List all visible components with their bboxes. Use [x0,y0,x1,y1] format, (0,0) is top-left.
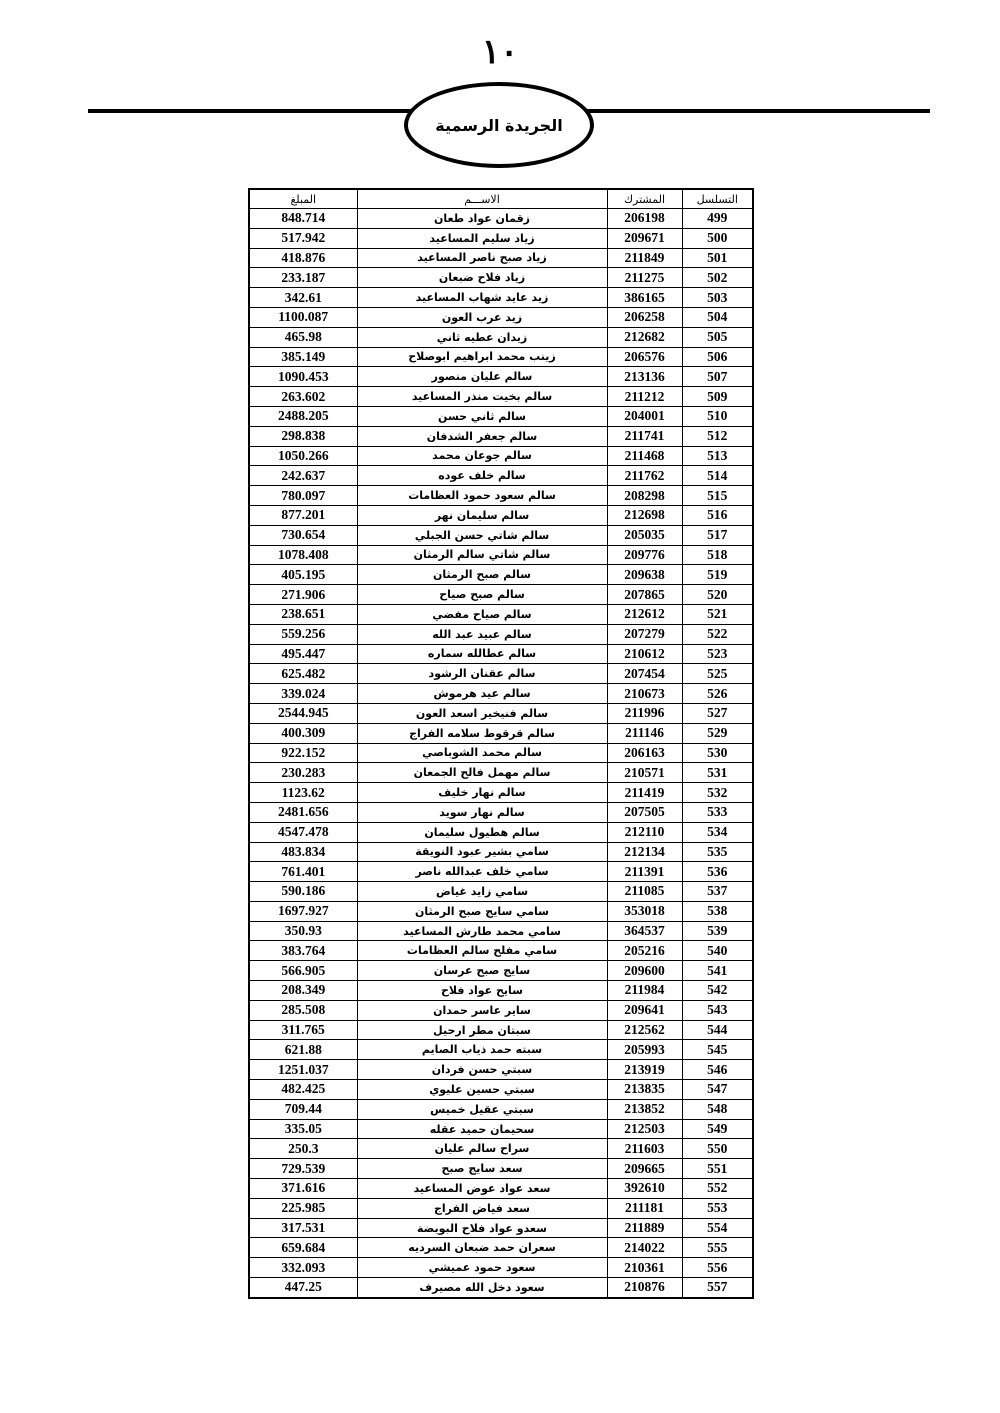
subscriber-cell: 211984 [607,981,682,1001]
amount-cell: 1078.408 [249,545,357,565]
serial-cell: 514 [682,466,753,486]
amount-cell: 729.539 [249,1159,357,1179]
table-row [249,981,753,1001]
serial-cell: 517 [682,525,753,545]
serial-cell: 512 [682,426,753,446]
subscriber-cell: 207505 [607,802,682,822]
serial-cell: 500 [682,228,753,248]
subscriber-cell: 204001 [607,406,682,426]
serial-cell: 553 [682,1198,753,1218]
table-row [249,268,753,288]
serial-cell: 526 [682,684,753,704]
name-cell: سامي سايج صبح الرمثان [357,901,607,921]
table-row [249,446,753,466]
table-row [249,347,753,367]
amount-cell: 780.097 [249,486,357,506]
table-row [249,961,753,981]
serial-cell: 522 [682,624,753,644]
table-row [249,1198,753,1218]
serial-cell: 519 [682,565,753,585]
page-number: ١٠ [481,32,519,72]
amount-cell: 339.024 [249,684,357,704]
amount-cell: 233.187 [249,268,357,288]
name-cell: سالم عليان منصور [357,367,607,387]
table-row [249,1179,753,1199]
name-cell: سالم خلف عوده [357,466,607,486]
table-row [249,1080,753,1100]
amount-cell: 298.838 [249,426,357,446]
serial-cell: 540 [682,941,753,961]
amount-cell: 659.684 [249,1238,357,1258]
subscriber-cell: 210612 [607,644,682,664]
name-cell: سراح سالم عليان [357,1139,607,1159]
subscriber-cell: 211419 [607,783,682,803]
serial-cell: 536 [682,862,753,882]
serial-cell: 556 [682,1258,753,1278]
name-cell: سالم بخيت منذر المساعيد [357,387,607,407]
amount-cell: 1090.453 [249,367,357,387]
name-cell: سعد سايج صبح [357,1159,607,1179]
serial-cell: 544 [682,1020,753,1040]
table-row [249,802,753,822]
subscriber-cell: 209776 [607,545,682,565]
amount-cell: 311.765 [249,1020,357,1040]
name-cell: سعران حمد ضبعان السرديه [357,1238,607,1258]
amount-cell: 242.637 [249,466,357,486]
amount-cell: 621.88 [249,1040,357,1060]
amount-cell: 922.152 [249,743,357,763]
subscriber-cell: 211996 [607,703,682,723]
name-cell: سالم صبح صياح [357,585,607,605]
subscriber-cell: 213919 [607,1060,682,1080]
serial-cell: 545 [682,1040,753,1060]
name-cell: سعد فياض الفراج [357,1198,607,1218]
amount-cell: 225.985 [249,1198,357,1218]
name-cell: سالم مهمل فالح الجمعان [357,763,607,783]
table-row [249,703,753,723]
table-row [249,901,753,921]
table-row [249,327,753,347]
table-row [249,644,753,664]
table-row [249,842,753,862]
name-cell: سالم هطيول سليمان [357,822,607,842]
amount-cell: 517.942 [249,228,357,248]
subscriber-cell: 206258 [607,307,682,327]
table-row [249,505,753,525]
subscriber-cell: 207279 [607,624,682,644]
subscriber-cell: 212562 [607,1020,682,1040]
name-cell: سالم عبيد عبد الله [357,624,607,644]
amount-cell: 385.149 [249,347,357,367]
table-row [249,228,753,248]
amount-cell: 4547.478 [249,822,357,842]
amount-cell: 566.905 [249,961,357,981]
name-cell: سالم سعود حمود العظامات [357,486,607,506]
subscriber-cell: 211603 [607,1139,682,1159]
subscriber-cell: 209638 [607,565,682,585]
table-row [249,525,753,545]
table-row [249,307,753,327]
serial-cell: 506 [682,347,753,367]
table-body [249,209,753,1298]
name-cell: سالم نهار سويد [357,802,607,822]
name-cell: سالم سليمان نهر [357,505,607,525]
subscriber-cell: 211889 [607,1218,682,1238]
name-cell: زياد فلاح ضبعان [357,268,607,288]
name-cell: سالم عيد هرموش [357,684,607,704]
name-cell: سالم فنيخير اسعد العون [357,703,607,723]
name-cell: سحيمان حميد عقله [357,1119,607,1139]
amount-cell: 559.256 [249,624,357,644]
subscriber-cell: 205993 [607,1040,682,1060]
subscriber-cell: 214022 [607,1238,682,1258]
amount-cell: 317.531 [249,1218,357,1238]
name-cell: سعد عواد عوض المساعيد [357,1179,607,1199]
header-subscriber: المشترك [607,189,682,209]
table-row [249,1258,753,1278]
subscriber-cell: 211085 [607,882,682,902]
name-cell: سبتان مطر ارحيل [357,1020,607,1040]
serial-cell: 532 [682,783,753,803]
table-row [249,624,753,644]
amount-cell: 263.602 [249,387,357,407]
serial-cell: 550 [682,1139,753,1159]
serial-cell: 548 [682,1099,753,1119]
amount-cell: 400.309 [249,723,357,743]
amount-cell: 271.906 [249,585,357,605]
subscriber-cell: 392610 [607,1179,682,1199]
name-cell: زياد صبح ناصر المساعيد [357,248,607,268]
table-row [249,565,753,585]
serial-cell: 542 [682,981,753,1001]
name-cell: سالم ثاني حسن [357,406,607,426]
table-row [249,921,753,941]
subscriber-cell: 211849 [607,248,682,268]
table-row [249,387,753,407]
subscriber-cell: 212698 [607,505,682,525]
serial-cell: 529 [682,723,753,743]
name-cell: سايح عواد فلاح [357,981,607,1001]
serial-cell: 549 [682,1119,753,1139]
subscriber-cell: 208298 [607,486,682,506]
header-amount: المبلغ [249,189,357,209]
amount-cell: 250.3 [249,1139,357,1159]
serial-cell: 513 [682,446,753,466]
header-oval [404,82,594,168]
name-cell: سامي مفلح سالم العظامات [357,941,607,961]
header-serial: التسلسل [682,189,753,209]
name-cell: زيد عايد شهاب المساعيد [357,288,607,308]
serial-cell: 501 [682,248,753,268]
amount-cell: 230.283 [249,763,357,783]
amount-cell: 418.876 [249,248,357,268]
subscriber-cell: 211146 [607,723,682,743]
amount-cell: 371.616 [249,1179,357,1199]
table-row [249,426,753,446]
amount-cell: 1123.62 [249,783,357,803]
name-cell: ساير عاسر حمدان [357,1000,607,1020]
subscriber-cell: 209671 [607,228,682,248]
subscriber-cell: 212503 [607,1119,682,1139]
table-row [249,822,753,842]
name-cell: زياد سليم المساعيد [357,228,607,248]
subscriber-cell: 212110 [607,822,682,842]
subscriber-cell: 211762 [607,466,682,486]
serial-cell: 525 [682,664,753,684]
subscriber-cell: 207454 [607,664,682,684]
subscriber-cell: 211468 [607,446,682,466]
serial-cell: 543 [682,1000,753,1020]
serial-cell: 541 [682,961,753,981]
subscriber-cell: 211181 [607,1198,682,1218]
serial-cell: 527 [682,703,753,723]
table-row [249,723,753,743]
amount-cell: 1697.927 [249,901,357,921]
serial-cell: 557 [682,1278,753,1298]
table-row [249,1119,753,1139]
amount-cell: 495.447 [249,644,357,664]
table-row [249,248,753,268]
serial-cell: 539 [682,921,753,941]
header-name: الاســـم [357,189,607,209]
subscriber-cell: 212134 [607,842,682,862]
serial-cell: 503 [682,288,753,308]
amount-cell: 730.654 [249,525,357,545]
table-row [249,1218,753,1238]
name-cell: سبتي حسين عليوي [357,1080,607,1100]
subscriber-cell: 213852 [607,1099,682,1119]
subscriber-cell: 210361 [607,1258,682,1278]
table-row [249,882,753,902]
amount-cell: 335.05 [249,1119,357,1139]
subscriber-cell: 209600 [607,961,682,981]
name-cell: سبتي حسن فردان [357,1060,607,1080]
serial-cell: 531 [682,763,753,783]
serial-cell: 520 [682,585,753,605]
amount-cell: 405.195 [249,565,357,585]
name-cell: سامي زايد غياض [357,882,607,902]
table-row [249,1020,753,1040]
subscriber-cell: 210876 [607,1278,682,1298]
amount-cell: 208.349 [249,981,357,1001]
serial-cell: 523 [682,644,753,664]
subscriber-cell: 207865 [607,585,682,605]
amount-cell: 761.401 [249,862,357,882]
subscriber-cell: 386165 [607,288,682,308]
amount-cell: 332.093 [249,1258,357,1278]
serial-cell: 521 [682,604,753,624]
name-cell: سالم صياح مفضي [357,604,607,624]
amount-cell: 848.714 [249,209,357,229]
amount-cell: 383.764 [249,941,357,961]
subscriber-cell: 212612 [607,604,682,624]
serial-cell: 502 [682,268,753,288]
subscriber-cell: 353018 [607,901,682,921]
subscriber-cell: 206576 [607,347,682,367]
subscriber-cell: 211391 [607,862,682,882]
name-cell: سامي محمد طارش المساعيد [357,921,607,941]
table-row [249,862,753,882]
name-cell: زينب محمد ابراهيم ابوصلاح [357,347,607,367]
name-cell: زقمان عواد طعان [357,209,607,229]
amount-cell: 465.98 [249,327,357,347]
serial-cell: 555 [682,1238,753,1258]
table-row [249,664,753,684]
table-row [249,585,753,605]
serial-cell: 509 [682,387,753,407]
table-row [249,209,753,229]
subscriber-cell: 205035 [607,525,682,545]
name-cell: سبتي عقيل خميس [357,1099,607,1119]
serial-cell: 530 [682,743,753,763]
table-row [249,1159,753,1179]
name-cell: زيد عرب العون [357,307,607,327]
subscriber-cell: 205216 [607,941,682,961]
name-cell: سالم محمد الشوباصي [357,743,607,763]
subscriber-cell: 210571 [607,763,682,783]
serial-cell: 534 [682,822,753,842]
amount-cell: 709.44 [249,1099,357,1119]
subscriber-cell: 210673 [607,684,682,704]
amount-cell: 625.482 [249,664,357,684]
table-row [249,604,753,624]
amount-cell: 2481.656 [249,802,357,822]
amount-cell: 342.61 [249,288,357,308]
amount-cell: 483.834 [249,842,357,862]
serial-cell: 551 [682,1159,753,1179]
table-header-row [249,189,753,209]
subscriber-cell: 211212 [607,387,682,407]
subscriber-cell: 211741 [607,426,682,446]
table-row [249,941,753,961]
name-cell: سالم جعفر الشدفان [357,426,607,446]
amount-cell: 590.186 [249,882,357,902]
name-cell: سامي خلف عبدالله ناصر [357,862,607,882]
subscriber-cell: 213835 [607,1080,682,1100]
name-cell: سالم عقنان الرشود [357,664,607,684]
serial-cell: 547 [682,1080,753,1100]
amount-cell: 285.508 [249,1000,357,1020]
amount-cell: 238.651 [249,604,357,624]
table-row [249,1000,753,1020]
serial-cell: 533 [682,802,753,822]
name-cell: سالم جوعان محمد [357,446,607,466]
subscriber-cell: 206198 [607,209,682,229]
amount-cell: 482.425 [249,1080,357,1100]
table-row [249,486,753,506]
serial-cell: 510 [682,406,753,426]
subscriber-cell: 209665 [607,1159,682,1179]
table-row [249,1238,753,1258]
amount-cell: 1100.087 [249,307,357,327]
serial-cell: 535 [682,842,753,862]
table-row [249,783,753,803]
subscribers-table [248,188,754,1299]
subscriber-cell: 364537 [607,921,682,941]
amount-cell: 877.201 [249,505,357,525]
name-cell: سعود حمود عميشي [357,1258,607,1278]
serial-cell: 554 [682,1218,753,1238]
serial-cell: 507 [682,367,753,387]
serial-cell: 505 [682,327,753,347]
subscriber-cell: 212682 [607,327,682,347]
amount-cell: 1050.266 [249,446,357,466]
table-row [249,1040,753,1060]
serial-cell: 537 [682,882,753,902]
serial-cell: 552 [682,1179,753,1199]
subscriber-cell: 209641 [607,1000,682,1020]
serial-cell: 538 [682,901,753,921]
table-row [249,367,753,387]
name-cell: سالم شاتي حسن الجبلي [357,525,607,545]
subscriber-cell: 211275 [607,268,682,288]
name-cell: سايج صبح عرسان [357,961,607,981]
name-cell: سامي بشير عبود النويقة [357,842,607,862]
name-cell: سالم قرقوط سلامه الفراج [357,723,607,743]
table-row [249,1060,753,1080]
name-cell: سالم صبح الرمثان [357,565,607,585]
table-row [249,684,753,704]
name-cell: سالم شاتي سالم الرمثان [357,545,607,565]
table-row [249,545,753,565]
name-cell: زيدان عطيه ثاني [357,327,607,347]
amount-cell: 1251.037 [249,1060,357,1080]
amount-cell: 2488.205 [249,406,357,426]
table-row [249,743,753,763]
table-row [249,288,753,308]
serial-cell: 504 [682,307,753,327]
serial-cell: 518 [682,545,753,565]
serial-cell: 516 [682,505,753,525]
amount-cell: 2544.945 [249,703,357,723]
amount-cell: 350.93 [249,921,357,941]
subscriber-cell: 206163 [607,743,682,763]
serial-cell: 546 [682,1060,753,1080]
table-row [249,1278,753,1298]
subscriber-cell: 213136 [607,367,682,387]
name-cell: سعدو عواد فلاح البويضة [357,1218,607,1238]
table-row [249,466,753,486]
table-row [249,406,753,426]
journal-title: الجريدة الرسمية [435,115,563,135]
table-row [249,1099,753,1119]
name-cell: سبته حمد ذياب الصايم [357,1040,607,1060]
name-cell: سالم عطالله سماره [357,644,607,664]
serial-cell: 499 [682,209,753,229]
name-cell: سالم نهار خليف [357,783,607,803]
amount-cell: 447.25 [249,1278,357,1298]
table-row [249,763,753,783]
name-cell: سعود دخل الله مصيرف [357,1278,607,1298]
serial-cell: 515 [682,486,753,506]
table-row [249,1139,753,1159]
